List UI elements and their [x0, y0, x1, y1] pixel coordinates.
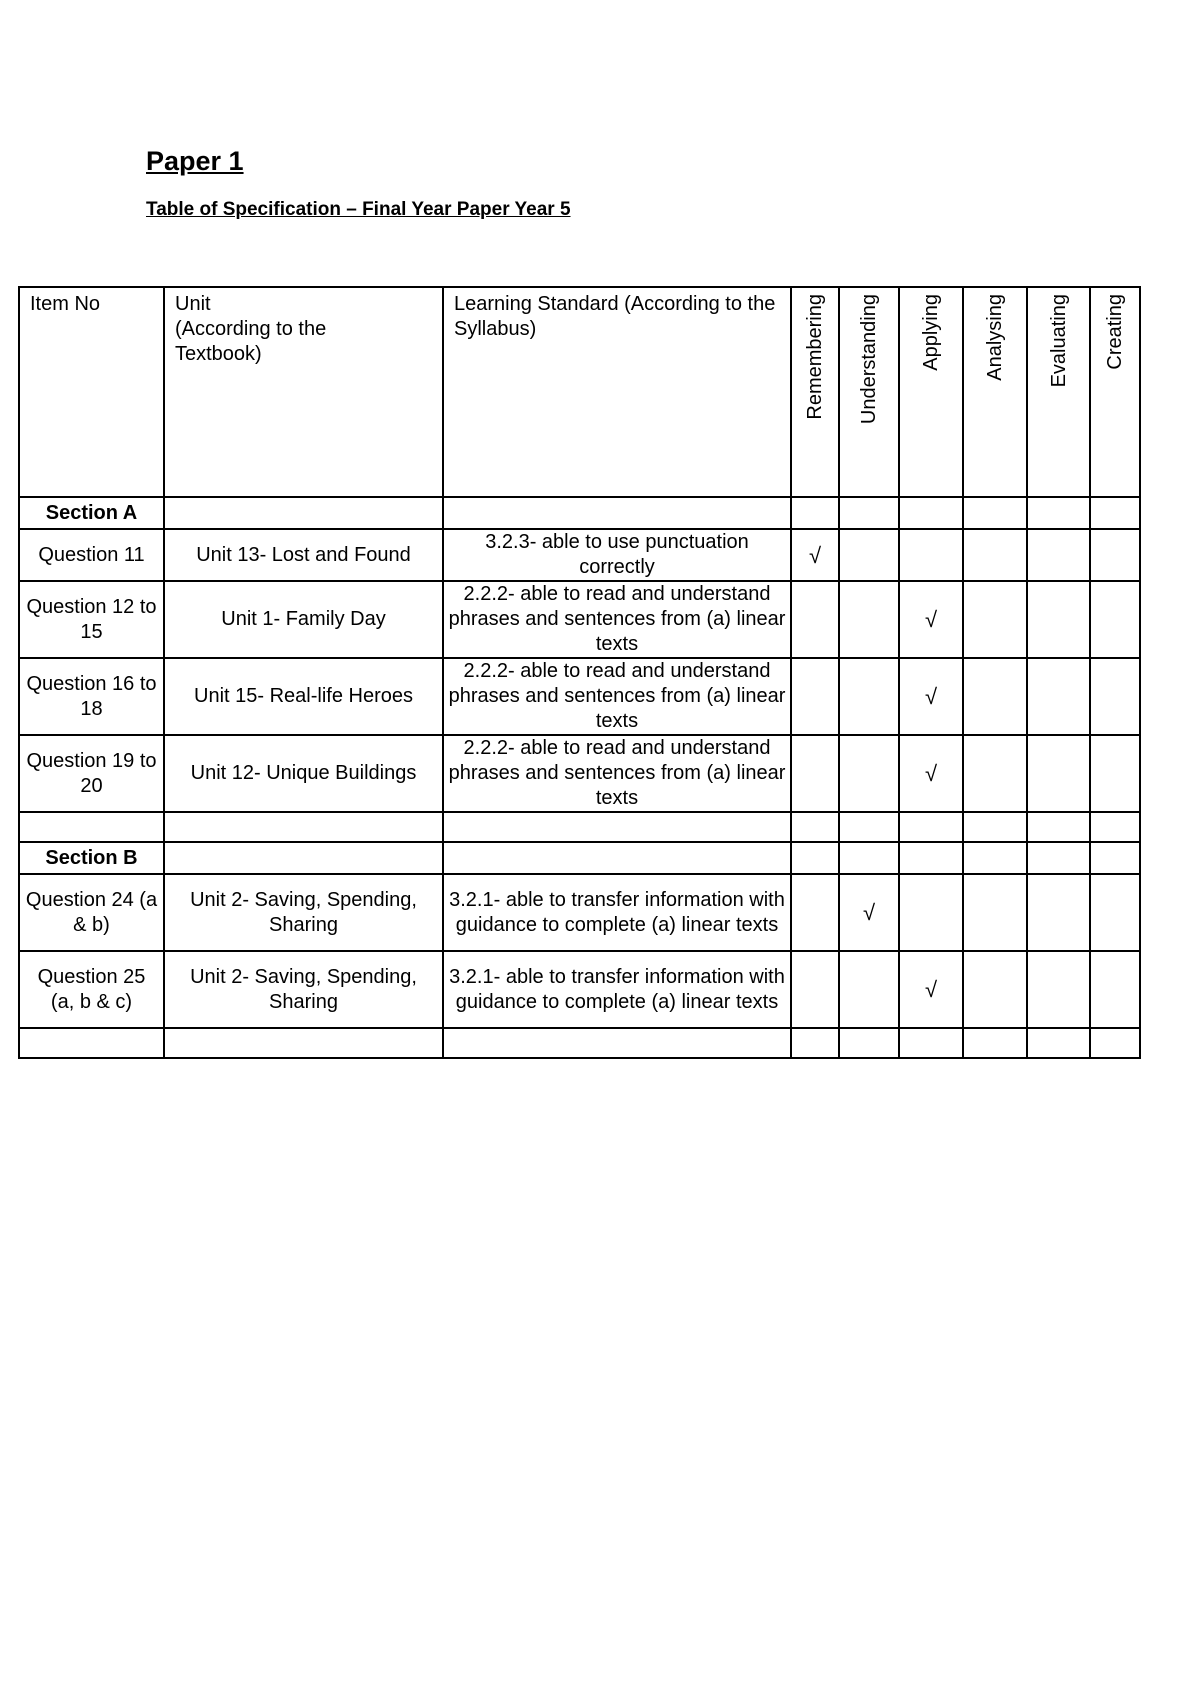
empty-cell — [963, 951, 1027, 1028]
empty-cell — [1027, 842, 1090, 874]
empty-cell — [839, 842, 899, 874]
empty-cell — [963, 735, 1027, 812]
standard-cell: 2.2.2- able to read and understand phrases and sentences from (a) linear texts — [443, 658, 791, 735]
empty-cell — [791, 951, 839, 1028]
check-mark: √ — [899, 581, 963, 658]
section-b-row — [19, 842, 1140, 874]
header-level-label: Analysing — [984, 294, 1006, 381]
unit-cell: Unit 15- Real-life Heroes — [164, 658, 443, 735]
header-level-label: Applying — [920, 294, 942, 371]
empty-cell — [19, 812, 164, 842]
empty-cell — [443, 497, 791, 529]
empty-cell — [791, 581, 839, 658]
page-title: Paper 1 — [146, 146, 244, 176]
empty-cell — [839, 529, 899, 581]
empty-cell — [1090, 842, 1140, 874]
empty-cell — [791, 658, 839, 735]
table-row — [19, 658, 1140, 735]
empty-cell — [1090, 1028, 1140, 1058]
empty-cell — [1027, 874, 1090, 951]
empty-cell — [164, 497, 443, 529]
unit-cell: Unit 2- Saving, Spending, Sharing — [164, 951, 443, 1028]
empty-cell — [1027, 1028, 1090, 1058]
header-level-label: Creating — [1104, 294, 1126, 370]
empty-cell — [899, 529, 963, 581]
header-remembering — [791, 287, 839, 497]
header-row — [19, 287, 1140, 497]
header-unit — [164, 287, 443, 497]
empty-cell — [899, 1028, 963, 1058]
empty-cell — [1090, 529, 1140, 581]
section-a-label: Section A — [19, 497, 164, 529]
empty-cell — [1090, 735, 1140, 812]
empty-cell — [839, 581, 899, 658]
empty-cell — [1090, 951, 1140, 1028]
header-analysing — [963, 287, 1027, 497]
table-row — [19, 951, 1140, 1028]
empty-cell — [19, 1028, 164, 1058]
standard-cell: 3.2.3- able to use punctuation correctly — [443, 529, 791, 581]
check-mark: √ — [899, 658, 963, 735]
empty-cell — [791, 842, 839, 874]
item-cell: Question 24 (a & b) — [19, 874, 164, 951]
section-a-row — [19, 497, 1140, 529]
empty-cell — [963, 812, 1027, 842]
empty-cell — [963, 529, 1027, 581]
blank-row — [19, 812, 1140, 842]
empty-cell — [443, 842, 791, 874]
empty-cell — [899, 842, 963, 874]
check-mark: √ — [839, 874, 899, 951]
empty-cell — [443, 1028, 791, 1058]
empty-cell — [164, 1028, 443, 1058]
blank-row — [19, 1028, 1140, 1058]
check-mark: √ — [791, 529, 839, 581]
header-unit-line: Unit — [175, 293, 211, 315]
empty-cell — [963, 1028, 1027, 1058]
specification-table — [18, 286, 1141, 1059]
empty-cell — [839, 812, 899, 842]
empty-cell — [1027, 529, 1090, 581]
header-learning-standard: Learning Standard (According to the Syllabus) — [443, 287, 791, 497]
unit-cell: Unit 1- Family Day — [164, 581, 443, 658]
unit-cell: Unit 2- Saving, Spending, Sharing — [164, 874, 443, 951]
header-item-no: Item No — [19, 287, 164, 497]
empty-cell — [791, 1028, 839, 1058]
table-row — [19, 874, 1140, 951]
empty-cell — [963, 658, 1027, 735]
header-unit-line: (According to the — [175, 318, 327, 340]
section-b-label: Section B — [19, 842, 164, 874]
empty-cell — [1027, 581, 1090, 658]
check-mark: √ — [899, 735, 963, 812]
empty-cell — [963, 581, 1027, 658]
empty-cell — [1027, 735, 1090, 812]
empty-cell — [791, 497, 839, 529]
empty-cell — [1090, 497, 1140, 529]
standard-cell: 2.2.2- able to read and understand phrases and sentences from (a) linear texts — [443, 735, 791, 812]
empty-cell — [963, 497, 1027, 529]
empty-cell — [839, 1028, 899, 1058]
empty-cell — [839, 735, 899, 812]
empty-cell — [164, 812, 443, 842]
empty-cell — [839, 951, 899, 1028]
empty-cell — [443, 812, 791, 842]
check-mark: √ — [899, 951, 963, 1028]
empty-cell — [791, 812, 839, 842]
empty-cell — [164, 842, 443, 874]
empty-cell — [791, 874, 839, 951]
item-cell: Question 12 to 15 — [19, 581, 164, 658]
empty-cell — [1027, 951, 1090, 1028]
standard-cell: 3.2.1- able to transfer information with guidance to complete (a) linear texts — [443, 874, 791, 951]
standard-cell: 2.2.2- able to read and understand phrases and sentences from (a) linear texts — [443, 581, 791, 658]
empty-cell — [839, 497, 899, 529]
empty-cell — [1027, 812, 1090, 842]
item-cell: Question 25 (a, b & c) — [19, 951, 164, 1028]
item-cell: Question 19 to 20 — [19, 735, 164, 812]
empty-cell — [791, 735, 839, 812]
empty-cell — [1027, 497, 1090, 529]
item-cell: Question 11 — [19, 529, 164, 581]
standard-cell: 3.2.1- able to transfer information with guidance to complete (a) linear texts — [443, 951, 791, 1028]
empty-cell — [1090, 874, 1140, 951]
empty-cell — [899, 497, 963, 529]
empty-cell — [1027, 658, 1090, 735]
header-creating — [1090, 287, 1140, 497]
empty-cell — [963, 874, 1027, 951]
header-level-label: Evaluating — [1047, 294, 1070, 388]
header-applying — [899, 287, 963, 497]
unit-cell: Unit 13- Lost and Found — [164, 529, 443, 581]
empty-cell — [899, 874, 963, 951]
header-level-label: Remembering — [804, 294, 826, 420]
header-understanding — [839, 287, 899, 497]
item-cell: Question 16 to 18 — [19, 658, 164, 735]
table-row — [19, 529, 1140, 581]
table-row — [19, 581, 1140, 658]
empty-cell — [1090, 658, 1140, 735]
empty-cell — [1090, 812, 1140, 842]
document-subtitle: Table of Specification – Final Year Paper Year 5 — [146, 199, 571, 220]
empty-cell — [899, 812, 963, 842]
header-evaluating — [1027, 287, 1090, 497]
unit-cell: Unit 12- Unique Buildings — [164, 735, 443, 812]
header-level-label: Understanding — [858, 294, 880, 425]
empty-cell — [839, 658, 899, 735]
header-unit-line: Textbook) — [175, 343, 262, 365]
table-row — [19, 735, 1140, 812]
empty-cell — [1090, 581, 1140, 658]
empty-cell — [963, 842, 1027, 874]
